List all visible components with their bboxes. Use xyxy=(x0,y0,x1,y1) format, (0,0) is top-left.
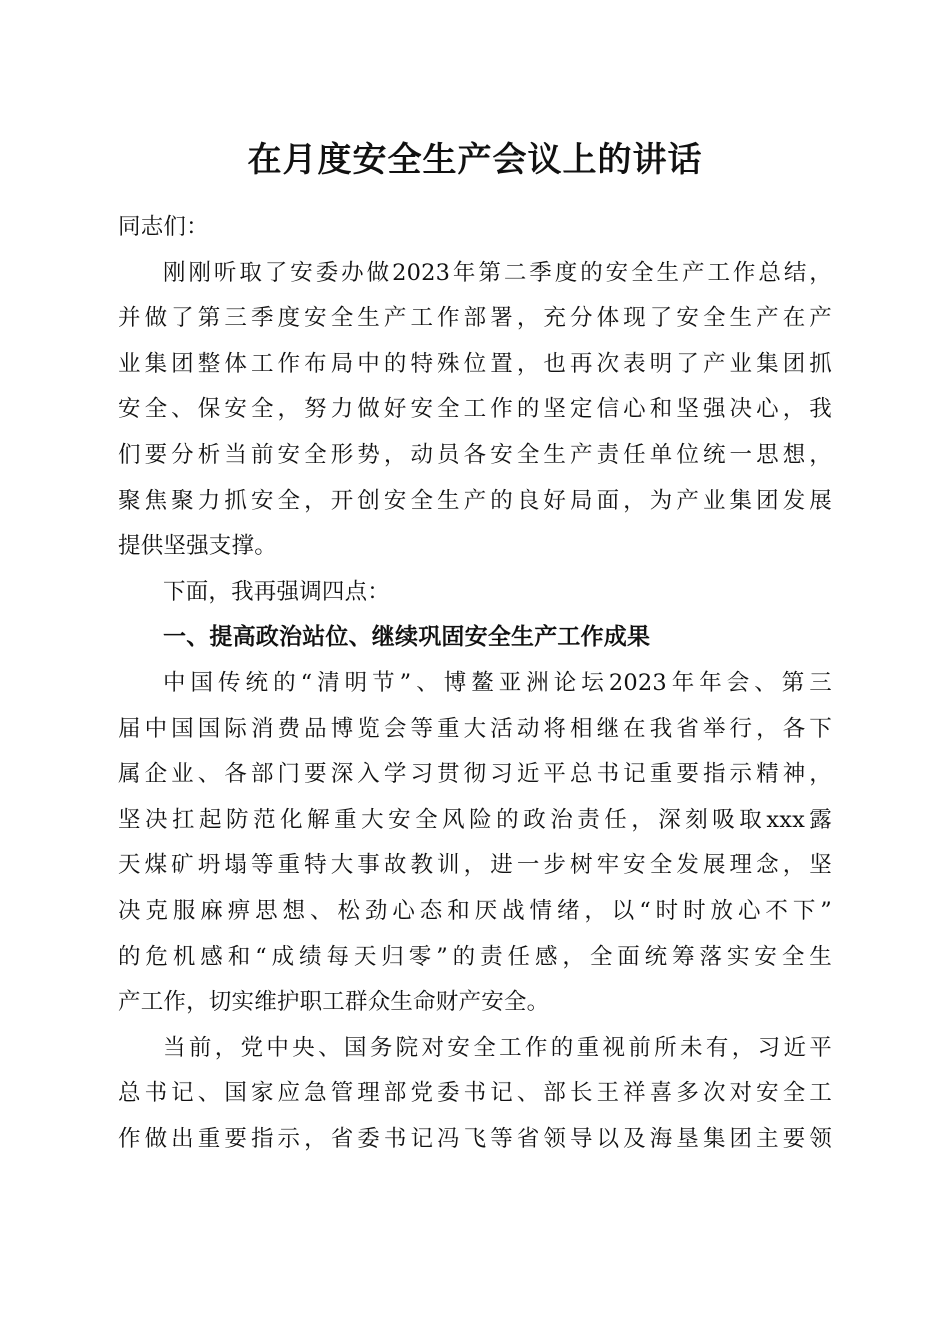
paragraph-2-line: 的危机感和“成绩每天归零”的责任感，全面统筹落实安全生 xyxy=(118,943,832,970)
paragraph-2-line: 中国传统的“清明节”、博鳌亚洲论坛2023年年会、第三 xyxy=(163,669,832,696)
document-body xyxy=(118,205,832,1162)
paragraph-1-line: 业集团整体工作布局中的特殊位置，也再次表明了产业集团抓 xyxy=(118,350,832,377)
paragraph-1-line: 刚刚听取了安委办做2023年第二季度的安全生产工作总结， xyxy=(163,259,832,286)
paragraph-1-line: 安全、保安全，努力做好安全工作的坚定信心和坚强决心，我 xyxy=(118,396,832,423)
paragraph-1-line: 并做了第三季度安全生产工作部署，充分体现了安全生产在产 xyxy=(118,305,832,332)
paragraph-1-line: 聚焦聚力抓安全，开创安全生产的良好局面，为产业集团发展 xyxy=(118,487,832,514)
paragraph-2-line: 属企业、各部门要深入学习贯彻习近平总书记重要指示精神， xyxy=(118,761,832,788)
intro-line: 下面，我再强调四点： xyxy=(163,578,391,605)
document-title: 在月度安全生产会议上的讲话 xyxy=(247,140,703,180)
paragraph-1-line: 提供坚强支撑。 xyxy=(118,533,277,560)
section-heading-1: 一、提高政治站位、继续巩固安全生产工作成果 xyxy=(163,624,651,651)
paragraph-2-line: 届中国国际消费品博览会等重大活动将相继在我省举行，各下 xyxy=(118,715,832,742)
paragraph-2-line: 坚决扛起防范化解重大安全风险的政治责任，深刻吸取xxx露 xyxy=(118,806,832,833)
paragraph-1-line: 们要分析当前安全形势，动员各安全生产责任单位统一思想， xyxy=(118,441,832,468)
salutation: 同志们： xyxy=(118,214,209,240)
paragraph-2-line: 产工作，切实维护职工群众生命财产安全。 xyxy=(118,989,550,1016)
paragraph-3-line: 总书记、国家应急管理部党委书记、部长王祥喜多次对安全工 xyxy=(118,1080,832,1107)
paragraph-2-line: 天煤矿坍塌等重特大事故教训，进一步树牢安全发展理念，坚 xyxy=(118,852,832,879)
paragraph-3-line: 当前，党中央、国务院对安全工作的重视前所未有，习近平 xyxy=(163,1034,832,1061)
paragraph-2-line: 决克服麻痹思想、松劲心态和厌战情绪，以“时时放心不下” xyxy=(118,897,832,924)
paragraph-3-line: 作做出重要指示，省委书记冯飞等省领导以及海垦集团主要领 xyxy=(118,1125,832,1152)
